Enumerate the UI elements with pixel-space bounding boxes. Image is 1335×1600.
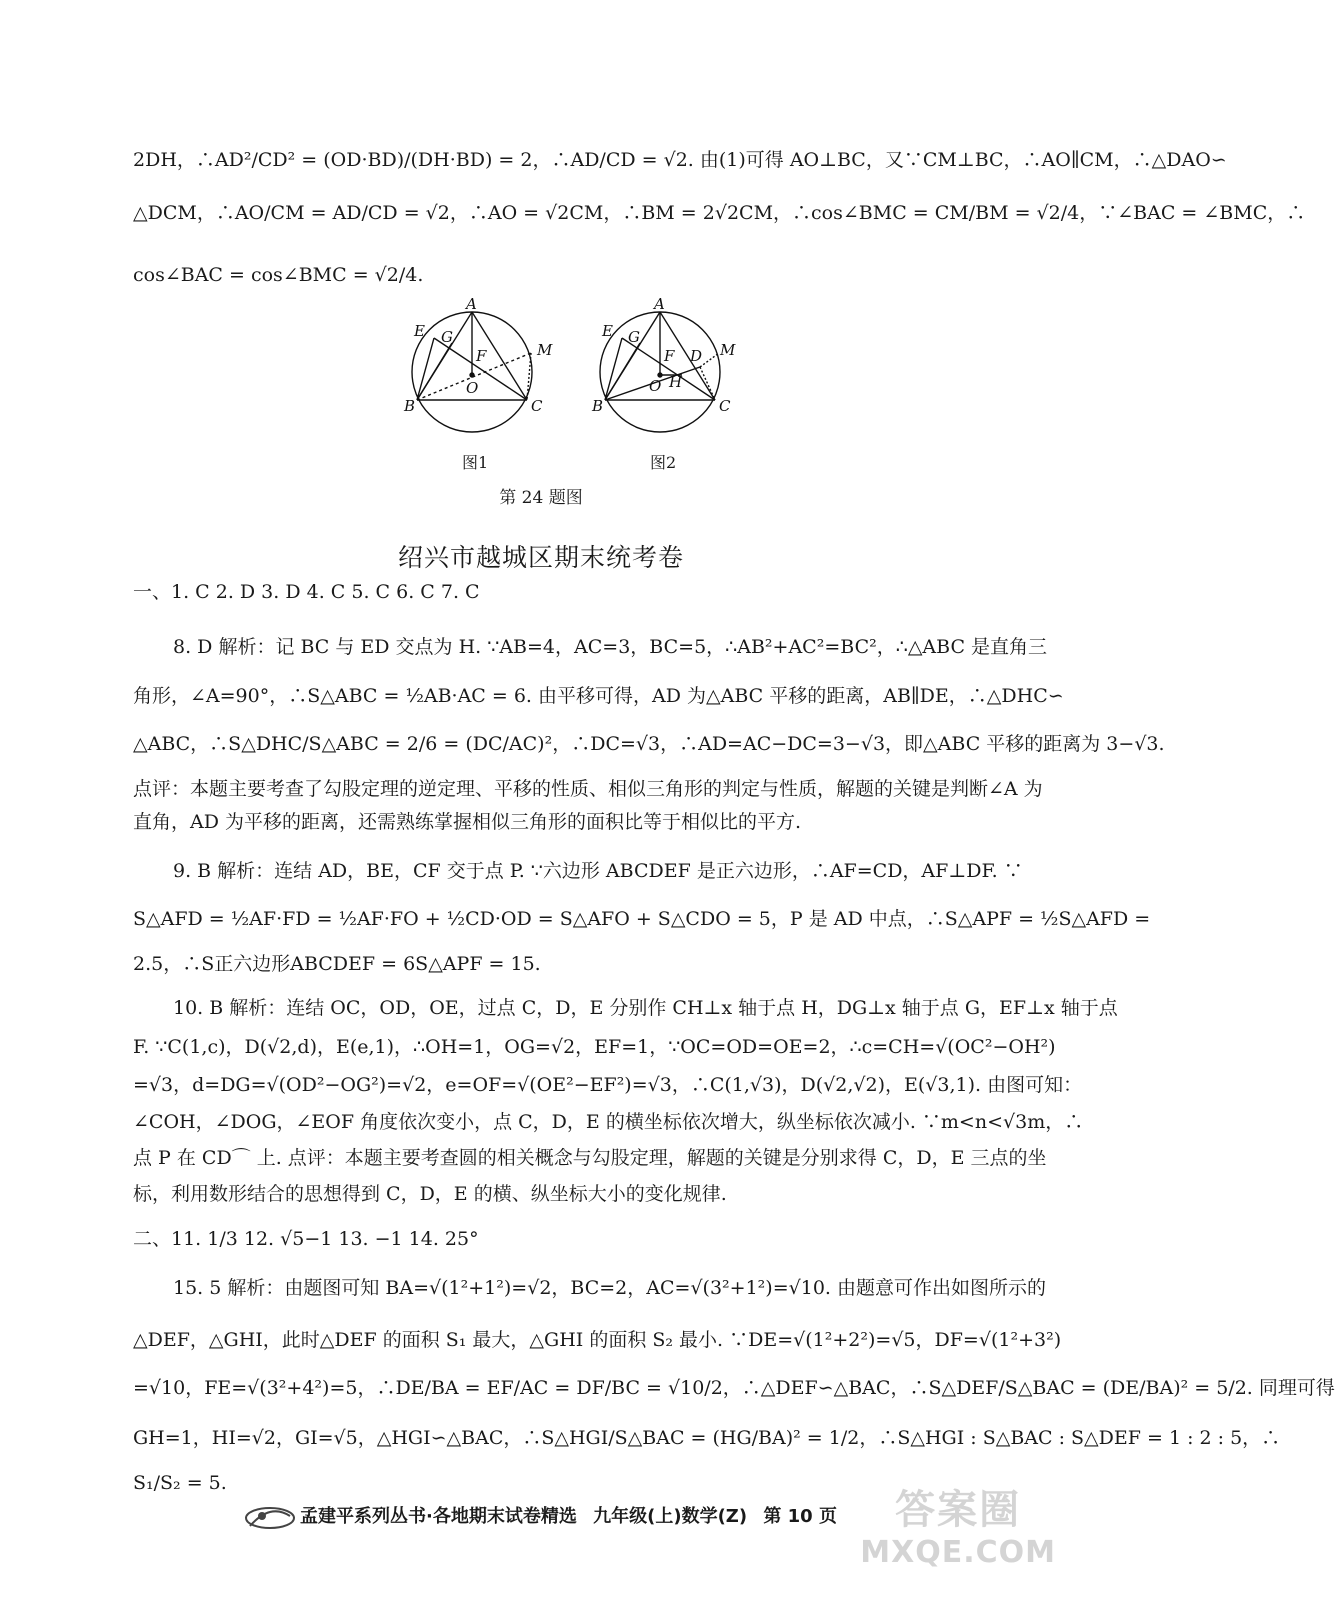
point-label: B <box>592 397 604 415</box>
q15-line: GH=1，HI=√2，GI=√5，△HGI∽△BAC，∴S△HGI/S△BAC = (HG/BA)² = 1/2，∴S△HGI : S△BAC : S△DEF = 1 : 2 : 5，∴ <box>133 1427 1281 1449</box>
point-label: C <box>719 397 731 415</box>
q10-line: =√3，d=DG=√(OD²−OG²)=√2，e=OF=√(OE²−EF²)=√3，∴C(1,√3)，D(√2,√2)，E(√3,1). 由图可知： <box>133 1074 1083 1096</box>
q9-line: 2.5，∴S正六边形ABCDEF = 6S△APF = 15. <box>133 953 541 975</box>
point-label: M <box>537 341 553 359</box>
footer-page: 第 10 页 <box>763 1506 837 1527</box>
point-label: H <box>669 373 683 391</box>
q9-line: 9. B 解析：连结 AD，BE，CF 交于点 P. ∵六边形 ABCDEF 是正六边形，∴AF=CD，AF⊥DF. ∵ <box>173 860 1023 882</box>
point-label: O <box>649 377 662 395</box>
point-label: A <box>466 295 477 313</box>
q8-line: 8. D 解析：记 BC 与 ED 交点为 H. ∵AB=4，AC=3，BC=5，∴AB²+AC²=BC²，∴△ABC 是直角三 <box>173 636 1048 658</box>
q10-line: 点 P 在 CD⌒ 上. 点评：本题主要考查圆的相关概念与勾股定理，解题的关键是分别求得 C，D，E 三点的坐 <box>133 1147 1047 1169</box>
q8-comment-line: 直角，AD 为平移的距离，还需熟练掌握相似三角形的面积比等于相似比的平方. <box>133 811 802 833</box>
watermark-bottom: MXQE.COM <box>860 1535 1056 1570</box>
answers-fill-11-14: 二、11. 1/3 12. √5−1 13. −1 14. 25° <box>133 1228 479 1250</box>
q15-line: S₁/S₂ = 5. <box>133 1472 227 1494</box>
page-footer <box>300 1502 920 1532</box>
q8-line: △ABC，∴S△DHC/S△ABC = 2/6 = (DC/AC)²，∴DC=√3，∴AD=AC−DC=3−√3，即△ABC 平移的距离为 3−√3. <box>133 733 1165 755</box>
point-label: G <box>628 328 640 346</box>
footer-grade: 九年级(上)数学(Z) <box>593 1506 748 1527</box>
point-label: F <box>476 347 487 365</box>
point-label: O <box>466 379 479 397</box>
footer-series: 孟建平系列丛书·各地期末试卷精选 <box>300 1506 577 1527</box>
figure-caption: 第 24 题图 <box>499 488 583 508</box>
book-logo-icon <box>240 1498 300 1538</box>
figure-1-diagram <box>412 312 532 432</box>
point-label: M <box>720 341 736 359</box>
point-label: G <box>441 328 453 346</box>
figure-1-label: 图1 <box>462 453 489 472</box>
watermark-top: 答案圈 <box>895 1487 1022 1533</box>
section-title: 绍兴市越城区期末统考卷 <box>397 543 684 572</box>
q15-line: =√10，FE=√(3²+4²)=5，∴DE/BA = EF/AC = DF/BC = √10/2，∴△DEF∽△BAC，∴S△DEF/S△BAC = (DE/BA)² = 5/2. 同理可得 <box>133 1377 1335 1399</box>
q15-line: △DEF，△GHI，此时△DEF 的面积 S₁ 最大，△GHI 的面积 S₂ 最小. ∵DE=√(1²+2²)=√5，DF=√(1²+3²) <box>133 1329 1062 1351</box>
text-line: cos∠BAC = cos∠BMC = √2/4. <box>133 264 424 286</box>
q9-line: S△AFD = ½AF·FD = ½AF·FO + ½CD·OD = S△AFO + S△CDO = 5，P 是 AD 中点，∴S△APF = ½S△AFD = <box>133 908 1151 930</box>
point-label: B <box>404 397 416 415</box>
watermark <box>860 1478 1056 1570</box>
q10-line: ∠COH，∠DOG，∠EOF 角度依次变小，点 C，D，E 的横坐标依次增大，纵坐标依次减小. ∵m<n<√3m，∴ <box>133 1111 1084 1133</box>
answers-choice-1-7: 一、1. C 2. D 3. D 4. C 5. C 6. C 7. C <box>133 581 480 603</box>
q10-line: 标，利用数形结合的思想得到 C，D，E 的横、纵坐标大小的变化规律. <box>133 1183 727 1205</box>
text-line: △DCM，∴AO/CM = AD/CD = √2，∴AO = √2CM，∴BM = 2√2CM，∴cos∠BMC = CM/BM = √2/4，∵∠BAC = ∠BMC，∴ <box>133 202 1306 224</box>
q10-line: 10. B 解析：连结 OC，OD，OE，过点 C，D，E 分别作 CH⊥x 轴于点 H，DG⊥x 轴于点 G，EF⊥x 轴于点 <box>173 997 1118 1019</box>
point-label: D <box>690 347 703 365</box>
q10-line: F. ∵C(1,c)，D(√2,d)，E(e,1)，∴OH=1，OG=√2，EF=1，∵OC=OD=OE=2，∴c=CH=√(OC²−OH²) <box>133 1036 1056 1058</box>
q8-line: 角形，∠A=90°，∴S△ABC = ½AB·AC = 6. 由平移可得，AD 为△ABC 平移的距离，AB∥DE，∴△DHC∽ <box>133 685 1064 707</box>
q15-line: 15. 5 解析：由题图可知 BA=√(1²+1²)=√2，BC=2，AC=√(3²+1²)=√10. 由题意可作出如图所示的 <box>173 1277 1046 1299</box>
q8-comment-line: 点评：本题主要考查了勾股定理的逆定理、平移的性质、相似三角形的判定与性质，解题的关键是判断∠A 为 <box>133 778 1043 800</box>
figure-24 <box>0 295 1082 475</box>
point-label: E <box>602 322 613 340</box>
text-line: 2DH，∴AD²/CD² = (OD·BD)/(DH·BD) = 2，∴AD/CD = √2. 由(1)可得 AO⊥BC，又∵CM⊥BC，∴AO∥CM，∴△DAO∽ <box>133 149 1227 171</box>
point-label: A <box>654 295 665 313</box>
point-label: E <box>414 322 425 340</box>
figure-2-diagram <box>600 312 720 432</box>
figure-2-label: 图2 <box>650 453 677 472</box>
point-label: C <box>531 397 543 415</box>
point-label: F <box>664 347 675 365</box>
